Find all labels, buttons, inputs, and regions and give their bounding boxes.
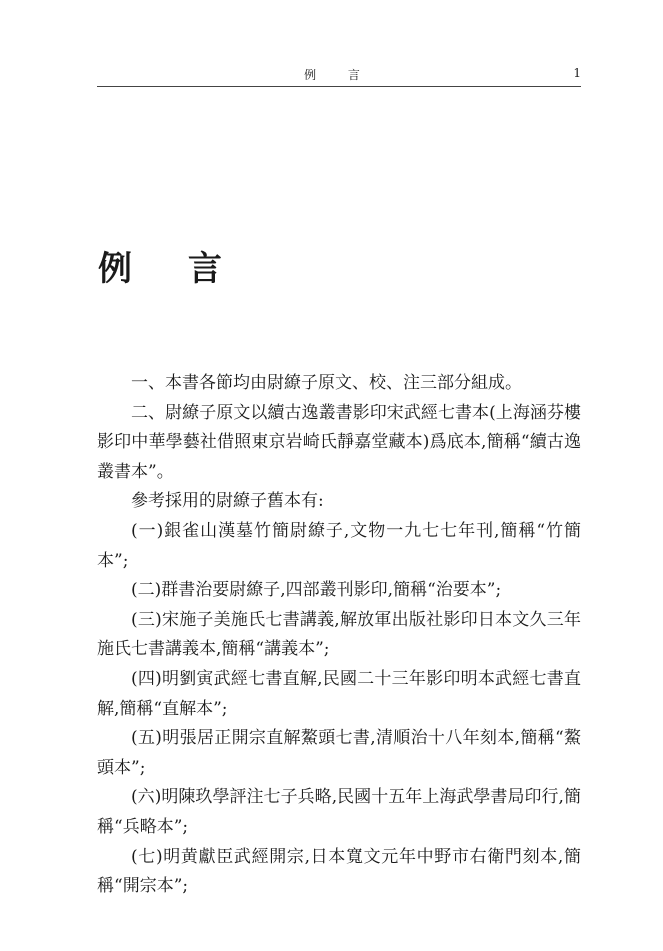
paragraph: 參考採用的尉繚子舊本有: bbox=[131, 491, 324, 512]
running-header bbox=[97, 66, 581, 87]
paragraph: 一、本書各節均由尉繚子原文、校、注三部分組成。 bbox=[131, 373, 522, 393]
paragraph: (二)群書治要尉繚子,四部叢刊影印,簡稱“治要本”; bbox=[131, 580, 502, 601]
chapter-title: 例 言 bbox=[98, 249, 244, 289]
running-title: 例 言 bbox=[304, 68, 374, 82]
page-number: 1 bbox=[573, 66, 581, 80]
paragraph: (四)明劉寅武經七書直解,民國二十三年影印明本武經七書直解,簡稱“直解本”; bbox=[97, 668, 581, 719]
paragraph: 二、尉繚子原文以續古逸叢書影印宋武經七書本(上海涵芬樓影印中華學藝社借照東京岩崎氏靜嘉堂藏本)爲底本,簡稱“續古逸叢書本”。 bbox=[97, 402, 581, 482]
body-text bbox=[97, 369, 581, 902]
paragraph: (三)宋施子美施氏七書講義,解放軍出版社影印日本文久三年施氏七書講義本,簡稱“講義本”; bbox=[97, 609, 581, 660]
paragraph: (七)明黄獻臣武經開宗,日本寬文元年中野市右衛門刻本,簡稱“開宗本”; bbox=[97, 846, 581, 897]
paragraph: (六)明陳玖學評注七子兵略,民國十五年上海武學書局印行,簡稱“兵略本”; bbox=[97, 787, 581, 837]
paragraph: (一)銀雀山漢墓竹簡尉繚子,文物一九七七年刊,簡稱“竹簡本”; bbox=[97, 520, 581, 571]
paragraph: (五)明張居正開宗直解鰲頭七書,清順治十八年刻本,簡稱“鰲頭本”; bbox=[97, 728, 581, 778]
